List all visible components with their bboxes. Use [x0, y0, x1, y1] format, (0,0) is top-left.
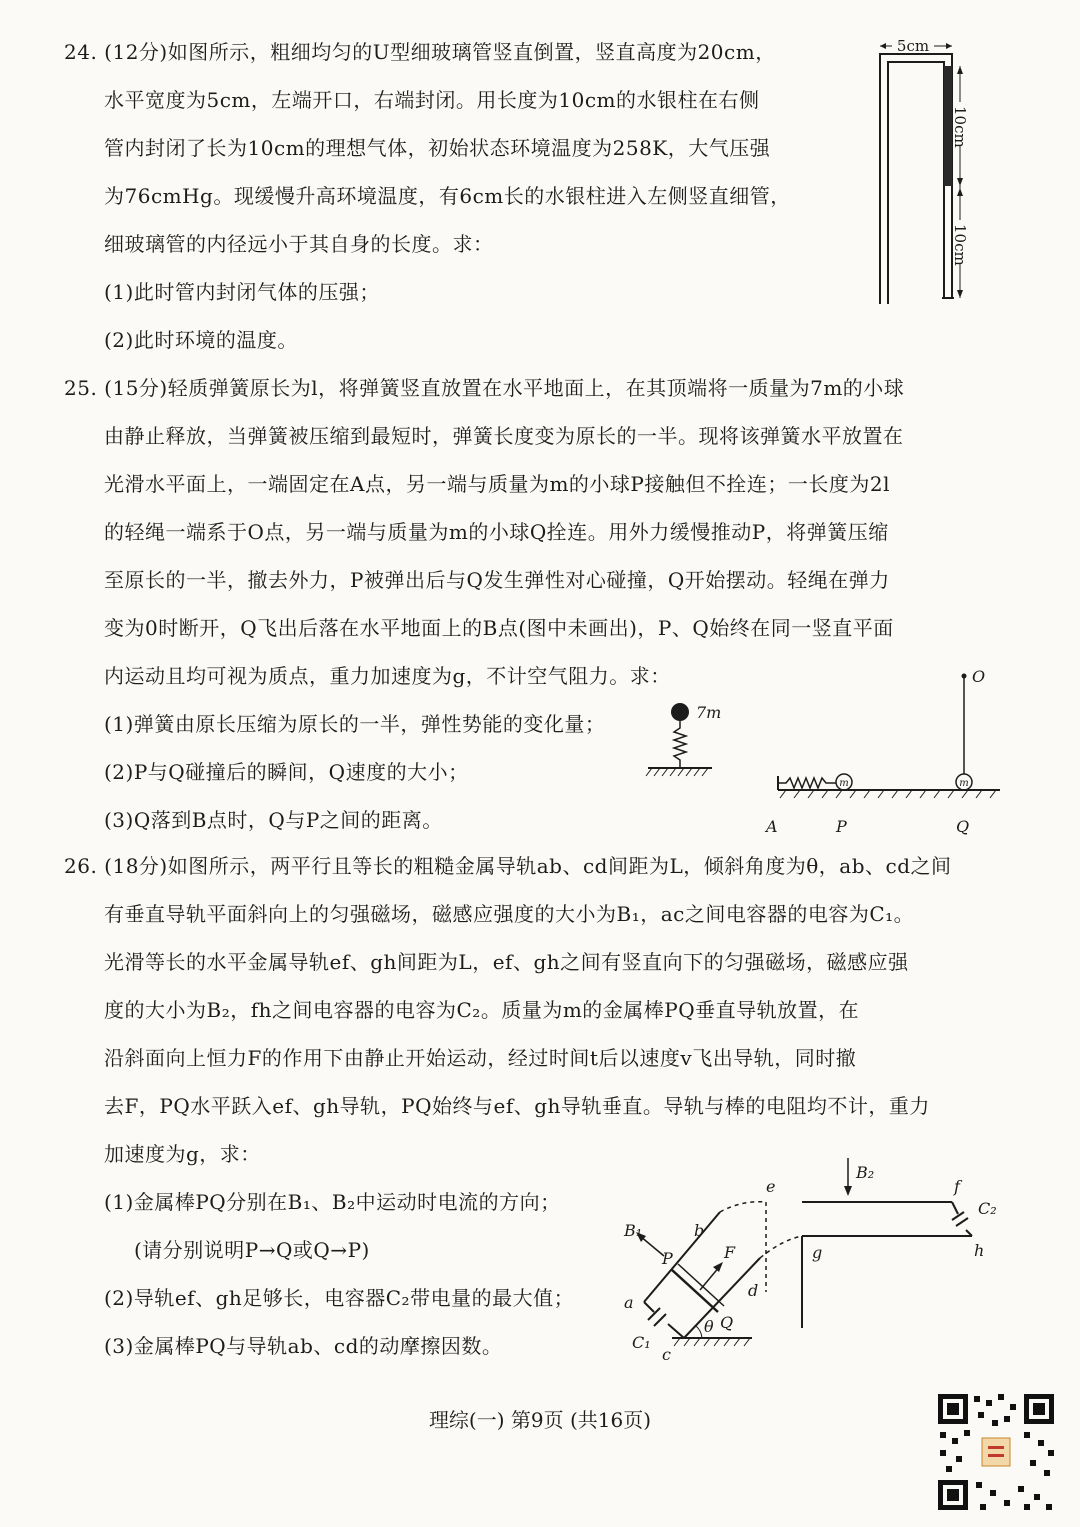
point-g-label: g [812, 1243, 823, 1262]
q26-line-2: 有垂直导轨平面斜向上的匀强磁场，磁感应强度的大小为B₁，ac之间电容器的电容为C₁。 [104, 902, 915, 926]
mercury-length-label: 10cm [951, 106, 969, 148]
b2-label: B₂ [856, 1163, 875, 1182]
q26-line-7: 加速度为g，求： [104, 1142, 261, 1166]
q25-line-2: 由静止释放，当弹簧被压缩到最短时，弹簧长度变为原长的一半。现将该弹簧水平放置在 [104, 424, 904, 448]
mass-7m-label: 7m [696, 703, 722, 722]
point-q-label: Q [956, 817, 970, 836]
q25-line-8: (1)弹簧由原长压缩为原长的一半，弹性势能的变化量； [104, 712, 606, 736]
rod-p-label: P [662, 1249, 673, 1268]
force-f-label: F [724, 1243, 736, 1262]
q26-line-8: (1)金属棒PQ分别在B₁、B₂中运动时电流的方向； [104, 1190, 561, 1214]
point-h-label: h [974, 1241, 985, 1260]
q24-line-5: 细玻璃管的内径远小于其自身的长度。求： [104, 232, 494, 256]
ball-q-mass-label: m [959, 778, 969, 789]
q26-line-6: 去F，PQ水平跃入ef、gh导轨，PQ始终与ef、gh导轨垂直。导轨与棒的电阻均不计，重力 [104, 1094, 930, 1118]
rod-q-label: Q [720, 1313, 734, 1332]
point-f-label: f [954, 1177, 960, 1196]
q26-line-10: (2)导轨ef、gh足够长，电容器C₂带电量的最大值； [104, 1286, 575, 1310]
u-tube-figure [872, 37, 1002, 314]
q25-line-1: 25. (15分)轻质弹簧原长为l，将弹簧竖直放置在水平地面上，在其顶端将一质量为7m的小球 [64, 376, 905, 400]
gas-length-label: 10cm [951, 224, 969, 266]
ball-p-mass-label: m [839, 778, 849, 789]
qr-code-image [934, 1390, 1058, 1514]
q24-line-6: (1)此时管内封闭气体的压强； [104, 280, 380, 304]
c1-label: C₁ [632, 1333, 651, 1352]
q26-line-4: 度的大小为B₂，fh之间电容器的电容为C₂。质量为m的金属棒PQ垂直导轨放置，在 [104, 998, 860, 1022]
q26-line-11: (3)金属棒PQ与导轨ab、cd的动摩擦因数。 [104, 1334, 503, 1358]
b1-label: B₁ [624, 1221, 643, 1240]
q25-line-4: 的轻绳一端系于O点，另一端与质量为m的小球Q拴连。用外力缓慢推动P，将弹簧压缩 [104, 520, 889, 544]
rail-circuit-figure [612, 1152, 1012, 1366]
q26-line-9: (请分别说明P→Q或Q→P) [134, 1238, 370, 1262]
spring-pendulum-figure [640, 664, 1020, 848]
q24-line-7: (2)此时环境的温度。 [104, 328, 298, 352]
angle-theta-label: θ [704, 1317, 714, 1336]
q24-line-1: 24. (12分)如图所示，粗细均匀的U型细玻璃管竖直倒置，竖直高度为20cm， [64, 40, 776, 64]
q26-line-1: 26. (18分)如图所示，两平行且等长的粗糙金属导轨ab、cd间距为L，倾斜角度为θ，ab、cd之间 [64, 854, 952, 878]
q26-line-3: 光滑等长的水平金属导轨ef、gh间距为L，ef、gh之间有竖直向下的匀强磁场，磁感应强 [104, 950, 909, 974]
q25-line-7: 内运动且均可视为质点，重力加速度为g，不计空气阻力。求： [104, 664, 671, 688]
c2-label: C₂ [978, 1199, 997, 1218]
point-a-label: a [624, 1293, 634, 1312]
point-d-label: d [748, 1281, 759, 1300]
q25-line-6: 变为0时断开，Q飞出后落在水平地面上的B点(图中未画出)，P、Q始终在同一竖直平面 [104, 616, 894, 640]
point-a-label: A [766, 817, 778, 836]
u-tube-width-label: 5cm [896, 37, 930, 55]
q25-line-3: 光滑水平面上，一端固定在A点，另一端与质量为m的小球P接触但不拴连；一长度为2l [104, 472, 890, 496]
q25-line-5: 至原长的一半，撤去外力，P被弹出后与Q发生弹性对心碰撞，Q开始摆动。轻绳在弹力 [104, 568, 890, 592]
q26-line-5: 沿斜面向上恒力F的作用下由静止开始运动，经过时间t后以速度v飞出导轨，同时撤 [104, 1046, 857, 1070]
point-p-label: P [836, 817, 847, 836]
q24-line-3: 管内封闭了长为10cm的理想气体，初始状态环境温度为258K，大气压强 [104, 136, 771, 160]
point-o-label: O [972, 667, 986, 686]
q25-line-9: (2)P与Q碰撞后的瞬间，Q速度的大小； [104, 760, 469, 784]
q24-line-4: 为76cmHg。现缓慢升高环境温度，有6cm长的水银柱进入左侧竖直细管， [104, 184, 791, 208]
point-b-label: b [694, 1221, 705, 1240]
point-e-label: e [766, 1177, 776, 1196]
q25-line-10: (3)Q落到B点时，Q与P之间的距离。 [104, 808, 443, 832]
q24-line-2: 水平宽度为5cm，左端开口，右端封闭。用长度为10cm的水银柱在右侧 [104, 88, 760, 112]
point-c-label: c [662, 1345, 671, 1364]
page-footer: 理综(一) 第9页 (共16页) [428, 1408, 652, 1432]
